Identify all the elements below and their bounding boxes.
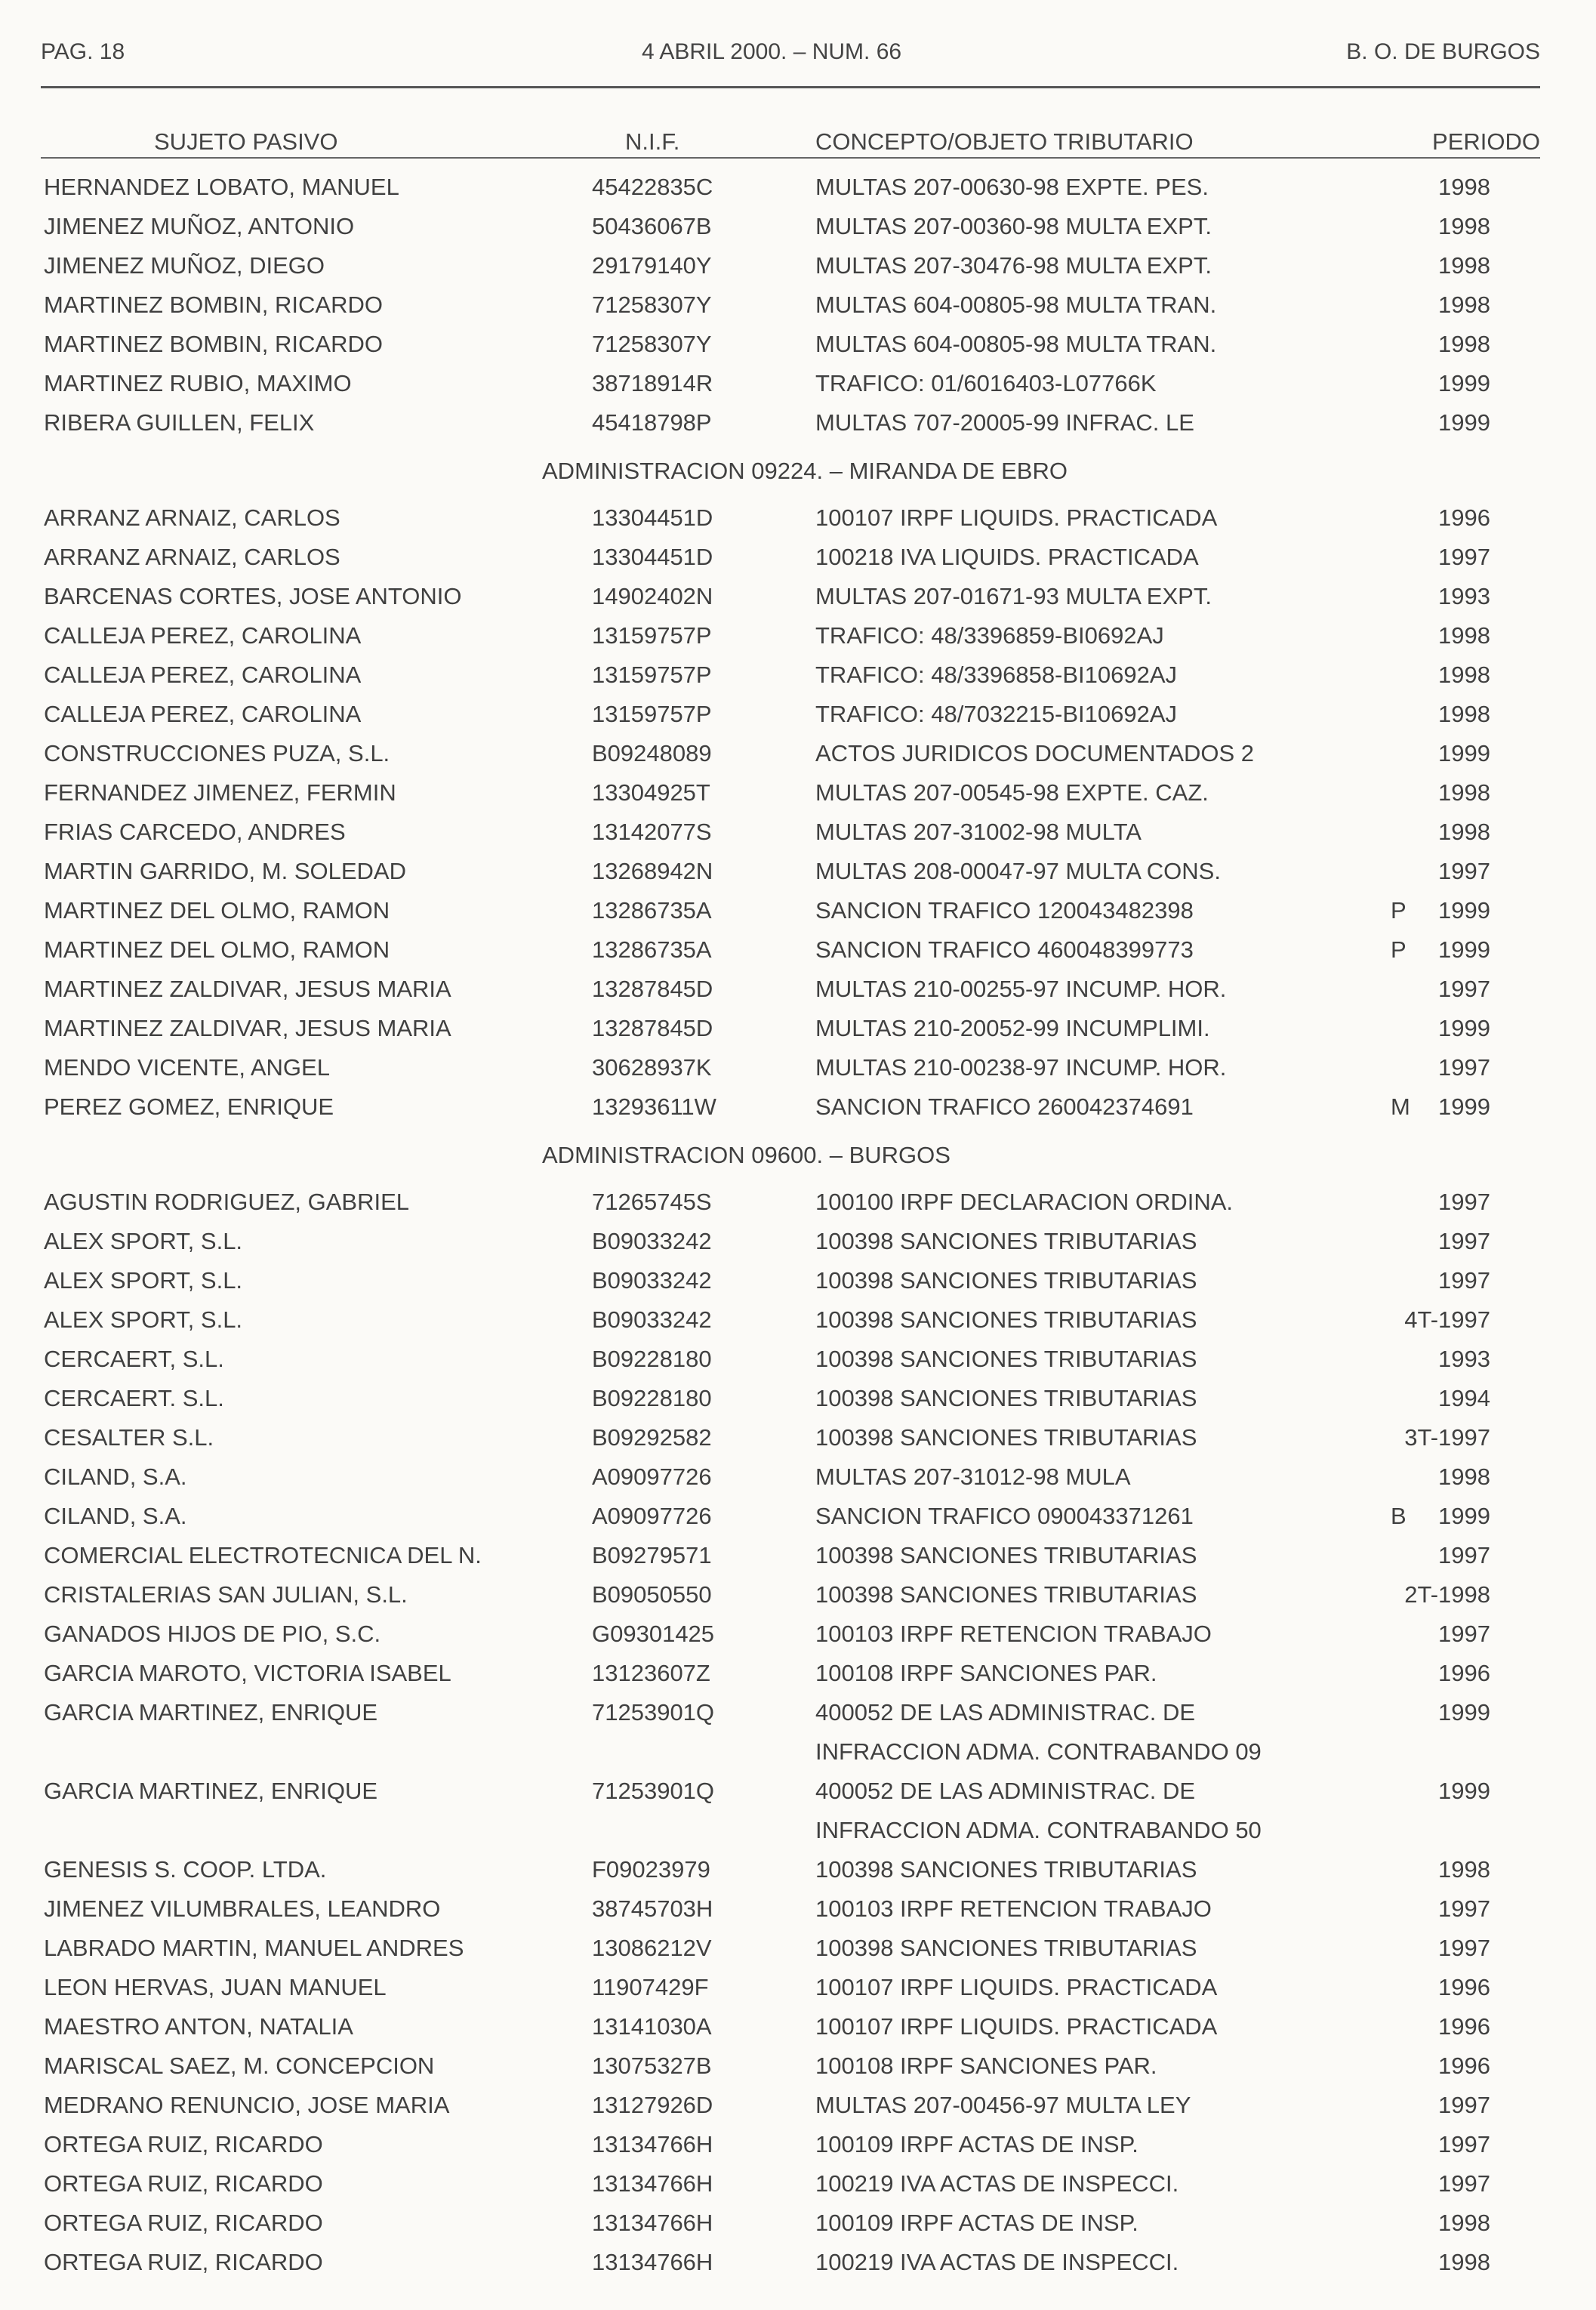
cell-concept: 100100 IRPF DECLARACION ORDINA. [815, 1189, 1234, 1215]
table-row [0, 814, 1596, 853]
cell-period: 1998 [1438, 331, 1490, 357]
cell-concept: 100398 SANCIONES TRIBUTARIAS [815, 1542, 1197, 1568]
cell-nif: 38718914R [592, 370, 713, 396]
cell-subject: ALEX SPORT, S.L. [44, 1267, 243, 1294]
cell-concept: 100107 IRPF LIQUIDS. PRACTICADA [815, 1974, 1218, 2000]
cell-nif: 13293611W [592, 1093, 716, 1120]
cell-nif: 71258307Y [592, 331, 712, 357]
cell-concept: 100107 IRPF LIQUIDS. PRACTICADA [815, 2013, 1218, 2040]
cell-nif: B09050550 [592, 1581, 712, 1608]
table-row [0, 2166, 1596, 2205]
cell-concept: MULTAS 210-00255-97 INCUMP. HOR. [815, 976, 1227, 1002]
cell-period: 1997 [1438, 1189, 1490, 1215]
table-row [0, 1223, 1596, 1263]
cell-concept: MULTAS 208-00047-97 MULTA CONS. [815, 858, 1221, 884]
cell-nif: 71253901Q [592, 1778, 715, 1804]
cell-subject: ALEX SPORT, S.L. [44, 1228, 243, 1254]
cell-subject: MARTINEZ BOMBIN, RICARDO [44, 291, 383, 318]
cell-period: 1998 [1438, 291, 1490, 318]
cell-subject: JIMENEZ VILUMBRALES, LEANDRO [44, 1895, 441, 1922]
section-heading [0, 1128, 1596, 1184]
table-row [0, 405, 1596, 444]
cell-concept: SANCION TRAFICO 090043371261 [815, 1503, 1194, 1529]
cell-nif: 45418798P [592, 409, 712, 436]
cell-period: 1996 [1438, 1660, 1490, 1686]
cell-period: 1996 [1438, 1974, 1490, 2000]
cell-nif: 13134766H [592, 2131, 713, 2157]
cell-concept: 100398 SANCIONES TRIBUTARIAS [815, 1306, 1197, 1333]
tax-table [0, 169, 1596, 2284]
page-header [41, 39, 1540, 77]
cell-nif: 13123607Z [592, 1660, 710, 1686]
cell-concept: SANCION TRAFICO 120043482398 [815, 897, 1194, 924]
cell-concept: MULTAS 604-00805-98 MULTA TRAN. [815, 331, 1217, 357]
cell-period: 1993 [1438, 583, 1490, 609]
cell-nif: B09033242 [592, 1306, 712, 1333]
cell-period: 1997 [1438, 1054, 1490, 1081]
cell-nif: 13159757P [592, 622, 712, 649]
table-row [0, 2087, 1596, 2126]
cell-period: 1999 [1438, 1778, 1490, 1804]
cell-subject: CERCAERT. S.L. [44, 1385, 224, 1411]
column-header-period: PERIODO [1432, 128, 1540, 155]
cell-subject: MARTINEZ BOMBIN, RICARDO [44, 331, 383, 357]
cell-subject: MENDO VICENTE, ANGEL [44, 1054, 330, 1081]
cell-subject: MAESTRO ANTON, NATALIA [44, 2013, 353, 2040]
table-row [0, 1010, 1596, 1050]
cell-concept: MULTAS 207-30476-98 MULTA EXPT. [815, 252, 1212, 279]
cell-nif: 50436067B [592, 213, 712, 239]
header-rule [41, 86, 1540, 88]
cell-concept: 100398 SANCIONES TRIBUTARIAS [815, 1267, 1197, 1294]
cell-subject: FERNANDEZ JIMENEZ, FERMIN [44, 779, 396, 806]
cell-period: 2T-1998 [1404, 1581, 1490, 1608]
cell-period: 1999 [1438, 1015, 1490, 1041]
table-row [0, 1050, 1596, 1089]
cell-nif: 13075327B [592, 2052, 712, 2079]
cell-subject: MARTINEZ RUBIO, MAXIMO [44, 370, 352, 396]
cell-period: 1997 [1438, 858, 1490, 884]
cell-subject: JIMENEZ MUÑOZ, ANTONIO [44, 213, 355, 239]
cell-subject: MARTINEZ DEL OLMO, RAMON [44, 897, 390, 924]
cell-subject: LEON HERVAS, JUAN MANUEL [44, 1974, 387, 2000]
cell-subject: ARRANZ ARNAIZ, CARLOS [44, 544, 340, 570]
cell-period: 1999 [1438, 409, 1490, 436]
cell-period: 1998 [1438, 701, 1490, 727]
cell-period: 1997 [1438, 1542, 1490, 1568]
cell-period: 1998 [1438, 174, 1490, 200]
table-row-continuation [0, 1812, 1596, 1852]
cell-concept: SANCION TRAFICO 260042374691 [815, 1093, 1194, 1120]
cell-concept: MULTAS 604-00805-98 MULTA TRAN. [815, 291, 1217, 318]
cell-concept: 100398 SANCIONES TRIBUTARIAS [815, 1228, 1197, 1254]
table-row [0, 696, 1596, 736]
section-heading [0, 444, 1596, 500]
cell-period: 1997 [1438, 1228, 1490, 1254]
table-row [0, 1773, 1596, 1812]
cell-nif: B09033242 [592, 1267, 712, 1294]
cell-period: 1999 [1438, 897, 1490, 924]
cell-subject: MARTINEZ ZALDIVAR, JESUS MARIA [44, 976, 451, 1002]
table-row [0, 1089, 1596, 1128]
cell-subject: GARCIA MAROTO, VICTORIA ISABEL [44, 1660, 451, 1686]
cell-nif: G09301425 [592, 1621, 715, 1647]
cell-nif: F09023979 [592, 1856, 710, 1883]
cell-nif: 38745703H [592, 1895, 713, 1922]
table-row [0, 1655, 1596, 1695]
table-row [0, 618, 1596, 657]
cell-period: 4T-1997 [1404, 1306, 1490, 1333]
table-row [0, 1537, 1596, 1577]
cell-concept: 100108 IRPF SANCIONES PAR. [815, 1660, 1157, 1686]
cell-nif: 13159757P [592, 662, 712, 688]
table-row [0, 1341, 1596, 1380]
cell-subject: CALLEJA PEREZ, CAROLINA [44, 622, 362, 649]
cell-nif: 13134766H [592, 2210, 713, 2236]
table-row [0, 208, 1596, 248]
cell-nif: 71258307Y [592, 291, 712, 318]
cell-nif: 71253901Q [592, 1699, 715, 1726]
table-row [0, 169, 1596, 208]
cell-nif: B09292582 [592, 1424, 712, 1451]
cell-nif: 13134766H [592, 2249, 713, 2275]
cell-period: 1998 [1438, 2249, 1490, 2275]
cell-concept: MULTAS 207-00360-98 MULTA EXPT. [815, 213, 1212, 239]
table-row [0, 1380, 1596, 1420]
cell-period: 3T-1997 [1404, 1424, 1490, 1451]
table-row [0, 657, 1596, 696]
cell-subject: CERCAERT, S.L. [44, 1346, 224, 1372]
cell-period: 1997 [1438, 1621, 1490, 1647]
table-row [0, 248, 1596, 287]
cell-concept: 100108 IRPF SANCIONES PAR. [815, 2052, 1157, 2079]
cell-subject: MARTINEZ ZALDIVAR, JESUS MARIA [44, 1015, 451, 1041]
cell-flag: P [1391, 897, 1407, 924]
cell-period: 1998 [1438, 622, 1490, 649]
cell-subject: CALLEJA PEREZ, CAROLINA [44, 701, 362, 727]
cell-period: 1998 [1438, 213, 1490, 239]
cell-concept: MULTAS 210-00238-97 INCUMP. HOR. [815, 1054, 1227, 1081]
cell-period: 1997 [1438, 1895, 1490, 1922]
cell-concept: 100398 SANCIONES TRIBUTARIAS [815, 1581, 1197, 1608]
cell-nif: 30628937K [592, 1054, 712, 1081]
cell-concept: 100109 IRPF ACTAS DE INSP. [815, 2131, 1138, 2157]
cell-concept: 400052 DE LAS ADMINISTRAC. DE [815, 1778, 1196, 1804]
column-header-concept: CONCEPTO/OBJETO TRIBUTARIO [815, 128, 1194, 155]
table-row [0, 1577, 1596, 1616]
cell-period: 1996 [1438, 2013, 1490, 2040]
cell-period: 1994 [1438, 1385, 1490, 1411]
cell-concept: 100398 SANCIONES TRIBUTARIAS [815, 1346, 1197, 1372]
table-row [0, 1891, 1596, 1930]
cell-concept: MULTAS 210-20052-99 INCUMPLIMI. [815, 1015, 1210, 1041]
cell-concept: MULTAS 207-31012-98 MULA [815, 1463, 1131, 1490]
cell-subject: FRIAS CARCEDO, ANDRES [44, 819, 346, 845]
cell-nif: 13304451D [592, 544, 713, 570]
cell-concept: SANCION TRAFICO 460048399773 [815, 936, 1194, 963]
cell-nif: 13287845D [592, 1015, 713, 1041]
cell-period: 1997 [1438, 2170, 1490, 2197]
cell-period: 1999 [1438, 936, 1490, 963]
cell-nif: 13141030A [592, 2013, 712, 2040]
cell-concept: MULTAS 207-31002-98 MULTA [815, 819, 1142, 845]
cell-nif: 45422835C [592, 174, 713, 200]
cell-concept: 100398 SANCIONES TRIBUTARIAS [815, 1385, 1197, 1411]
cell-period: 1997 [1438, 976, 1490, 1002]
table-row [0, 1616, 1596, 1655]
cell-concept: 100109 IRPF ACTAS DE INSP. [815, 2210, 1138, 2236]
cell-nif: B09228180 [592, 1346, 712, 1372]
cell-nif: 13286735A [592, 897, 712, 924]
cell-concept: 100398 SANCIONES TRIBUTARIAS [815, 1856, 1197, 1883]
cell-concept: 100398 SANCIONES TRIBUTARIAS [815, 1424, 1197, 1451]
cell-concept: 100219 IVA ACTAS DE INSPECCI. [815, 2249, 1179, 2275]
cell-concept: MULTAS 207-00545-98 EXPTE. CAZ. [815, 779, 1209, 806]
cell-flag: M [1391, 1093, 1410, 1120]
cell-concept: 100398 SANCIONES TRIBUTARIAS [815, 1935, 1197, 1961]
cell-concept: 100103 IRPF RETENCION TRABAJO [815, 1895, 1212, 1922]
cell-subject: HERNANDEZ LOBATO, MANUEL [44, 174, 399, 200]
cell-period: 1999 [1438, 1093, 1490, 1120]
table-row [0, 932, 1596, 971]
cell-subject: ORTEGA RUIZ, RICARDO [44, 2249, 323, 2275]
cell-nif: 13268942N [592, 858, 713, 884]
table-row [0, 775, 1596, 814]
cell-flag: B [1391, 1503, 1407, 1529]
table-row [0, 1420, 1596, 1459]
cell-nif: A09097726 [592, 1503, 712, 1529]
cell-concept: MULTAS 207-01671-93 MULTA EXPT. [815, 583, 1212, 609]
table-row [0, 287, 1596, 326]
cell-nif: 14902402N [592, 583, 713, 609]
cell-period: 1998 [1438, 819, 1490, 845]
cell-nif: 13142077S [592, 819, 712, 845]
cell-nif: 11907429F [592, 1974, 709, 2000]
cell-concept: TRAFICO: 48/3396858-BI10692AJ [815, 662, 1178, 688]
cell-subject: RIBERA GUILLEN, FELIX [44, 409, 315, 436]
cell-subject: CRISTALERIAS SAN JULIAN, S.L. [44, 1581, 408, 1608]
table-row [0, 2244, 1596, 2284]
cell-concept: MULTAS 707-20005-99 INFRAC. LE [815, 409, 1194, 436]
cell-nif: 13127926D [592, 2092, 713, 2118]
cell-concept: 100103 IRPF RETENCION TRABAJO [815, 1621, 1212, 1647]
cell-subject: CONSTRUCCIONES PUZA, S.L. [44, 740, 390, 766]
section-title: ADMINISTRACION 09224. – MIRANDA DE EBRO [542, 458, 1068, 484]
cell-nif: 13287845D [592, 976, 713, 1002]
table-row [0, 1459, 1596, 1498]
publication-title: B. O. DE BURGOS [1346, 39, 1540, 64]
table-row [0, 500, 1596, 539]
cell-period: 1997 [1438, 544, 1490, 570]
cell-subject: AGUSTIN RODRIGUEZ, GABRIEL [44, 1189, 410, 1215]
cell-nif: 71265745S [592, 1189, 712, 1215]
cell-period: 1993 [1438, 1346, 1490, 1372]
cell-concept-continuation: INFRACCION ADMA. CONTRABANDO 50 [815, 1817, 1262, 1843]
cell-subject: MARISCAL SAEZ, M. CONCEPCION [44, 2052, 435, 2079]
cell-subject: JIMENEZ MUÑOZ, DIEGO [44, 252, 325, 279]
issue-date: 4 ABRIL 2000. – NUM. 66 [642, 39, 902, 64]
cell-period: 1997 [1438, 1935, 1490, 1961]
section-title: ADMINISTRACION 09600. – BURGOS [542, 1142, 951, 1168]
cell-subject: ORTEGA RUIZ, RICARDO [44, 2170, 323, 2197]
cell-subject: MARTINEZ DEL OLMO, RAMON [44, 936, 390, 963]
table-row [0, 578, 1596, 618]
table-row [0, 971, 1596, 1010]
cell-period: 1998 [1438, 2210, 1490, 2236]
cell-period: 1998 [1438, 1463, 1490, 1490]
cell-period: 1997 [1438, 1267, 1490, 1294]
table-row [0, 1302, 1596, 1341]
cell-subject: ORTEGA RUIZ, RICARDO [44, 2131, 323, 2157]
table-row [0, 893, 1596, 932]
cell-period: 1999 [1438, 370, 1490, 396]
cell-subject: CILAND, S.A. [44, 1503, 187, 1529]
cell-subject: GARCIA MARTINEZ, ENRIQUE [44, 1778, 378, 1804]
table-row [0, 1498, 1596, 1537]
cell-subject: LABRADO MARTIN, MANUEL ANDRES [44, 1935, 464, 1961]
table-row [0, 853, 1596, 893]
cell-period: 1999 [1438, 1503, 1490, 1529]
cell-subject: CESALTER S.L. [44, 1424, 214, 1451]
cell-period: 1996 [1438, 504, 1490, 531]
table-row [0, 326, 1596, 365]
cell-period: 1998 [1438, 1856, 1490, 1883]
table-row [0, 1184, 1596, 1223]
cell-flag: P [1391, 936, 1407, 963]
cell-subject: BARCENAS CORTES, JOSE ANTONIO [44, 583, 462, 609]
table-row [0, 2009, 1596, 2048]
page-number: PAG. 18 [41, 39, 125, 64]
cell-period: 1998 [1438, 779, 1490, 806]
column-header-subject: SUJETO PASIVO [154, 128, 338, 155]
cell-period: 1998 [1438, 252, 1490, 279]
cell-period: 1997 [1438, 2092, 1490, 2118]
cell-nif: B09248089 [592, 740, 712, 766]
cell-subject: GENESIS S. COOP. LTDA. [44, 1856, 327, 1883]
table-row [0, 1695, 1596, 1734]
cell-period: 1996 [1438, 2052, 1490, 2079]
cell-nif: 13304451D [592, 504, 713, 531]
table-row [0, 2048, 1596, 2087]
cell-concept: 100107 IRPF LIQUIDS. PRACTICADA [815, 504, 1218, 531]
cell-concept: 400052 DE LAS ADMINISTRAC. DE [815, 1699, 1196, 1726]
cell-nif: 13159757P [592, 701, 712, 727]
cell-subject: ARRANZ ARNAIZ, CARLOS [44, 504, 340, 531]
table-row [0, 736, 1596, 775]
table-row [0, 365, 1596, 405]
cell-concept: 100218 IVA LIQUIDS. PRACTICADA [815, 544, 1199, 570]
table-row [0, 2126, 1596, 2166]
cell-nif: B09033242 [592, 1228, 712, 1254]
cell-concept: MULTAS 207-00630-98 EXPTE. PES. [815, 174, 1209, 200]
cell-subject: MEDRANO RENUNCIO, JOSE MARIA [44, 2092, 450, 2118]
cell-nif: 13286735A [592, 936, 712, 963]
table-row [0, 1969, 1596, 2009]
cell-subject: COMERCIAL ELECTROTECNICA DEL N. [44, 1542, 482, 1568]
cell-nif: 13134766H [592, 2170, 713, 2197]
cell-concept-continuation: INFRACCION ADMA. CONTRABANDO 09 [815, 1738, 1262, 1765]
cell-concept: TRAFICO: 48/3396859-BI0692AJ [815, 622, 1164, 649]
cell-period: 1999 [1438, 1699, 1490, 1726]
table-row [0, 539, 1596, 578]
table-row-continuation [0, 1734, 1596, 1773]
column-header-nif: N.I.F. [625, 128, 680, 155]
cell-nif: A09097726 [592, 1463, 712, 1490]
cell-nif: 13086212V [592, 1935, 712, 1961]
cell-concept: ACTOS JURIDICOS DOCUMENTADOS 2 [815, 740, 1255, 766]
cell-period: 1997 [1438, 2131, 1490, 2157]
cell-subject: CILAND, S.A. [44, 1463, 187, 1490]
cell-subject: PEREZ GOMEZ, ENRIQUE [44, 1093, 334, 1120]
cell-period: 1998 [1438, 662, 1490, 688]
cell-period: 1999 [1438, 740, 1490, 766]
table-row [0, 1930, 1596, 1969]
cell-concept: 100219 IVA ACTAS DE INSPECCI. [815, 2170, 1179, 2197]
cell-nif: 29179140Y [592, 252, 712, 279]
cell-nif: B09228180 [592, 1385, 712, 1411]
table-row [0, 1852, 1596, 1891]
table-row [0, 1263, 1596, 1302]
cell-concept: TRAFICO: 48/7032215-BI10692AJ [815, 701, 1178, 727]
cell-concept: MULTAS 207-00456-97 MULTA LEY [815, 2092, 1191, 2118]
column-header-rule [41, 157, 1540, 159]
cell-subject: ORTEGA RUIZ, RICARDO [44, 2210, 323, 2236]
cell-concept: TRAFICO: 01/6016403-L07766K [815, 370, 1157, 396]
cell-subject: MARTIN GARRIDO, M. SOLEDAD [44, 858, 406, 884]
cell-subject: ALEX SPORT, S.L. [44, 1306, 243, 1333]
table-row [0, 2205, 1596, 2244]
cell-nif: 13304925T [592, 779, 710, 806]
cell-subject: GANADOS HIJOS DE PIO, S.C. [44, 1621, 381, 1647]
cell-subject: CALLEJA PEREZ, CAROLINA [44, 662, 362, 688]
cell-subject: GARCIA MARTINEZ, ENRIQUE [44, 1699, 378, 1726]
cell-nif: B09279571 [592, 1542, 712, 1568]
